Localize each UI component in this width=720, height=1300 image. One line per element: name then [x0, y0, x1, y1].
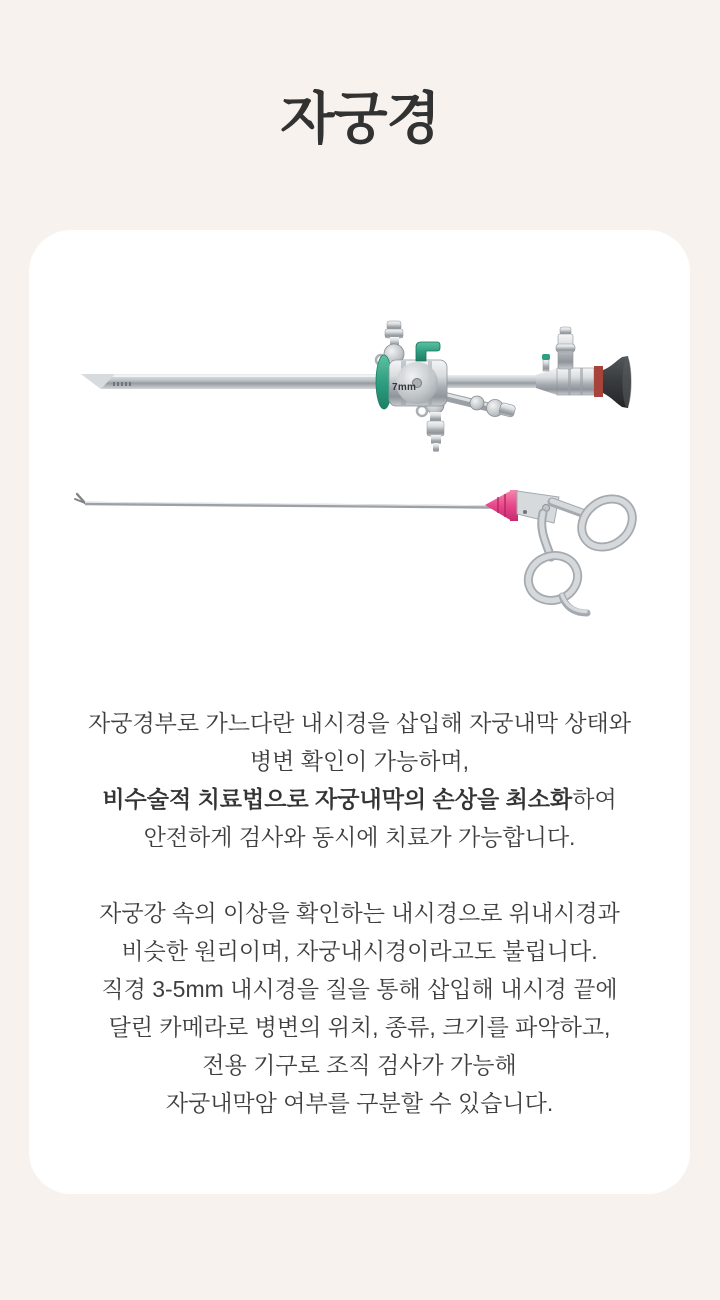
forceps-image: [49, 483, 669, 628]
hysteroscope-image: [49, 313, 669, 463]
scope-teal-pin: [542, 354, 550, 371]
p2-line5: 전용 기구로 조직 검사가 가능해: [202, 1052, 517, 1078]
paragraph-2: [29, 894, 690, 1122]
forceps-shaft: [85, 502, 492, 507]
p2-line6: 자궁내막암 여부를 구분할 수 있습니다.: [165, 1090, 554, 1116]
scope-eyepiece: [536, 356, 632, 408]
content-card: [29, 230, 690, 1194]
scope-inner-shaft: [446, 375, 538, 388]
p1-line1: 자궁경부로 가느다란 내시경을 삽입해 자궁내막 상태와: [88, 710, 631, 736]
scope-shaft: [81, 374, 389, 389]
description-text: [29, 704, 690, 1122]
scope-body: [389, 360, 447, 406]
p2-line4: 달린 카메라로 병변의 위치, 종류, 크기를 파악하고,: [108, 1014, 611, 1040]
p1-line2: 병변 확인이 가능하며,: [249, 748, 470, 774]
p1-line3-tail: 하여: [572, 786, 617, 812]
p2-line2: 비슷한 원리이며, 자궁내시경이라고도 불립니다.: [121, 938, 598, 964]
forceps-pink-cone: [485, 490, 518, 521]
p1-line3-bold: 비수술적 치료법으로 자궁내막의 손상을 최소화: [102, 786, 573, 812]
p2-line1: 자궁강 속의 이상을 확인하는 내시경으로 위내시경과: [99, 900, 620, 926]
forceps-upper-ring: [552, 489, 642, 557]
forceps-tip: [75, 494, 85, 503]
scope-diameter-label: 7mm: [392, 382, 417, 393]
scope-green-lever: [416, 342, 440, 361]
p1-line4: 안전하게 검사와 동시에 치료가 가능합니다.: [143, 824, 576, 850]
page-title: 자궁경: [280, 87, 440, 150]
scope-red-ring: [594, 366, 603, 397]
forceps-lower-ring: [522, 513, 587, 613]
scope-light-post: [556, 327, 575, 369]
paragraph-1: [29, 704, 690, 856]
p2-line3: 직경 3-5mm 내시경을 질을 통해 삽입해 내시경 끝에: [101, 976, 618, 1002]
p1-line3: [29, 780, 690, 818]
scope-side-arm: [443, 394, 516, 418]
